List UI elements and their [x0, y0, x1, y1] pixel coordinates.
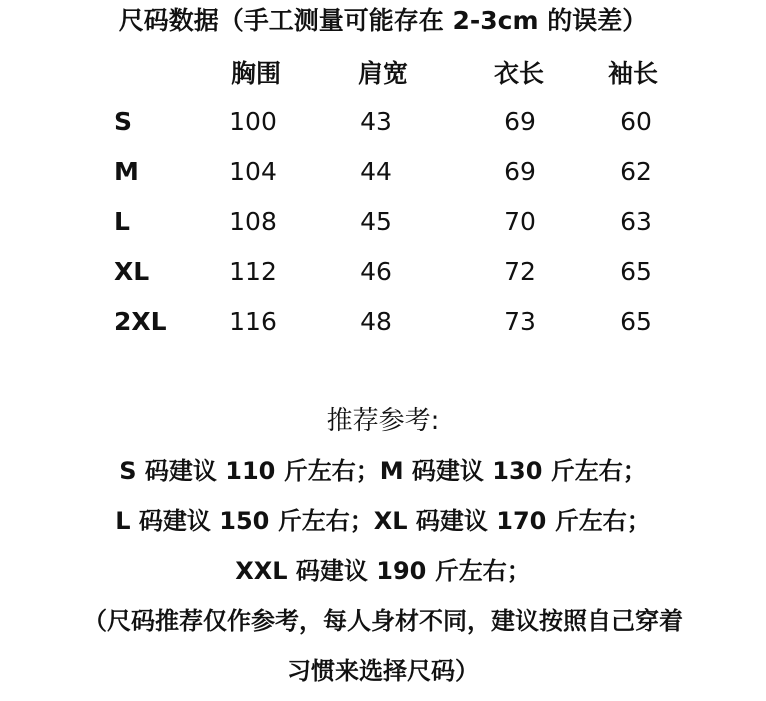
sleeve-value: 62 — [620, 157, 652, 186]
length-value: 69 — [504, 157, 536, 186]
chest-value: 108 — [229, 207, 277, 236]
recommendation-line: XXL 码建议 190 斤左右； — [235, 557, 531, 585]
shoulder-value: 45 — [360, 207, 392, 236]
column-header-shoulder: 肩宽 — [357, 59, 408, 88]
chest-value: 100 — [229, 107, 277, 136]
recommendation-note: 习惯来选择尺码） — [287, 657, 479, 685]
shoulder-value: 43 — [360, 107, 392, 136]
length-value: 73 — [504, 307, 536, 336]
size-label: 2XL — [114, 307, 167, 336]
shoulder-value: 48 — [360, 307, 392, 336]
chest-value: 104 — [229, 157, 277, 186]
size-label: S — [114, 107, 133, 136]
column-header-sleeve: 袖长 — [607, 59, 658, 88]
length-value: 72 — [504, 257, 536, 286]
sleeve-value: 65 — [620, 307, 652, 336]
recommendation-note: （尺码推荐仅作参考，每人身材不同，建议按照自己穿着 — [83, 607, 683, 635]
size-label: L — [114, 207, 130, 236]
sleeve-value: 63 — [620, 207, 652, 236]
size-label: M — [114, 157, 139, 186]
shoulder-value: 46 — [360, 257, 392, 286]
column-header-chest: 胸围 — [230, 59, 281, 88]
chest-value: 112 — [229, 257, 277, 286]
recommendation-line: L 码建议 150 斤左右；XL 码建议 170 斤左右； — [115, 507, 651, 535]
sleeve-value: 65 — [620, 257, 652, 286]
size-label: XL — [114, 257, 150, 286]
page-title: 尺码数据（手工测量可能存在 2-3cm 的误差） — [118, 6, 648, 35]
recommendation-section — [0, 396, 766, 696]
length-value: 69 — [504, 107, 536, 136]
size-chart-table — [0, 52, 766, 352]
column-header-length: 衣长 — [493, 59, 544, 88]
shoulder-value: 44 — [360, 157, 392, 186]
chest-value: 116 — [229, 307, 277, 336]
recommendation-line: S 码建议 110 斤左右；M 码建议 130 斤左右； — [119, 457, 647, 485]
sleeve-value: 60 — [620, 107, 652, 136]
recommendation-heading: 推荐参考: — [326, 406, 440, 436]
length-value: 70 — [504, 207, 536, 236]
